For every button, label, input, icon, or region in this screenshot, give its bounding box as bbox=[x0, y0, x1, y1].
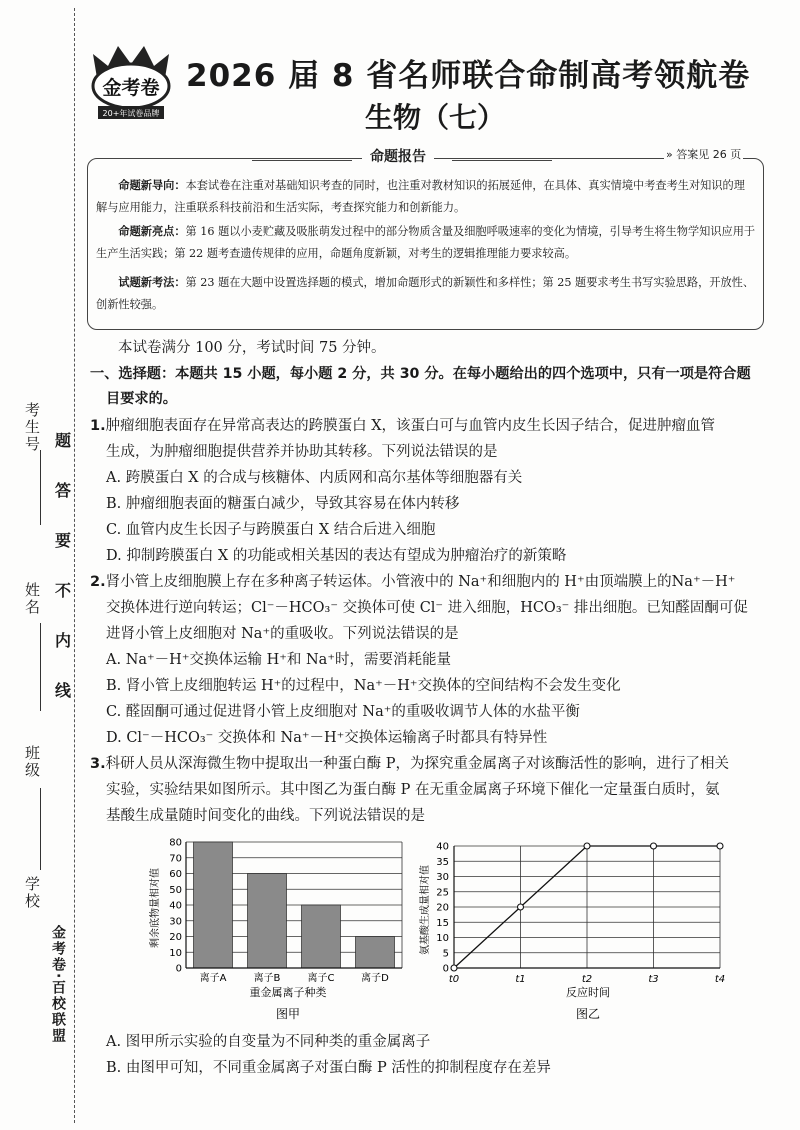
bar bbox=[302, 905, 341, 968]
report-item bbox=[96, 175, 756, 219]
x-tick-label: t0 bbox=[448, 974, 460, 985]
name-label: 姓名 bbox=[23, 582, 41, 616]
double-arrow-icon: » bbox=[666, 148, 673, 161]
y-tick-label: 15 bbox=[436, 917, 449, 929]
brand-logo bbox=[88, 44, 174, 122]
y-tick-label: 60 bbox=[169, 869, 182, 880]
seal-char: 不 bbox=[55, 581, 72, 600]
question-number: 3. bbox=[90, 756, 106, 772]
report-rule-left bbox=[252, 158, 352, 161]
answer-reference bbox=[664, 146, 743, 162]
class-label: 班级 bbox=[23, 745, 41, 779]
data-point bbox=[651, 843, 657, 849]
y-tick-label: 20 bbox=[169, 932, 182, 943]
chart-caption: 图甲 bbox=[275, 1007, 301, 1021]
data-point bbox=[717, 843, 723, 849]
bar bbox=[194, 842, 233, 968]
answer-ref-text: 答案见 26 页 bbox=[676, 148, 742, 161]
y-tick-label: 0 bbox=[442, 963, 449, 975]
x-axis-label: 重金属离子种类 bbox=[249, 986, 327, 999]
stem-line: 生成，为肿瘤细胞提供营养并协助其转移。下列说法错误的是 bbox=[106, 444, 498, 460]
x-tick-label: 离子D bbox=[361, 973, 389, 984]
option-d: D. 抑制跨膜蛋白 X 的功能或相关基因的表达有望成为肿瘤治疗的新策略 bbox=[106, 548, 567, 564]
option-b: B. 肾小管上皮细胞转运 H⁺的过程中，Na⁺－H⁺交换体的空间结构不会发生变化 bbox=[106, 678, 621, 694]
seal-char: 要 bbox=[55, 531, 72, 550]
report-heading: 命题报告 bbox=[362, 146, 434, 166]
section-heading: 一、选择题：本题共 15 小题，每小题 2 分，共 30 分。在每小题给出的四个选项中，只有一项是符合题 bbox=[90, 366, 751, 382]
name-line bbox=[40, 623, 41, 711]
option-d: D. Cl⁻－HCO₃⁻ 交换体和 Na⁺－H⁺交换体运输离子时都具有特异性 bbox=[106, 730, 548, 746]
option-a: A. 跨膜蛋白 X 的合成与核糖体、内质网和高尔基体等细胞器有关 bbox=[106, 470, 523, 486]
y-tick-label: 35 bbox=[436, 856, 449, 868]
question-stem bbox=[90, 570, 735, 594]
option-b: B. 肿瘤细胞表面的糖蛋白减少，导致其容易在体内转移 bbox=[106, 496, 460, 512]
stem-line: 基酸生成量随时间变化的曲线。下列说法错误的是 bbox=[106, 808, 425, 824]
y-tick-label: 20 bbox=[436, 902, 449, 914]
stem-line: 肾小管上皮细胞膜上存在多种离子转运体。小管液中的 Na⁺和细胞内的 H⁺由顶端膜上的Na⁺－H⁺ bbox=[105, 574, 736, 590]
option-c: C. 血管内皮生长因子与跨膜蛋白 X 结合后进入细胞 bbox=[106, 522, 436, 538]
x-tick-label: t2 bbox=[581, 974, 593, 985]
binding-dashed-line bbox=[74, 8, 75, 1123]
bar bbox=[248, 874, 287, 969]
exam-no-line bbox=[40, 450, 41, 525]
seal-char: 答 bbox=[55, 481, 72, 500]
report-rule-right bbox=[452, 158, 552, 161]
question-stem bbox=[90, 414, 715, 438]
logo-text: 金考卷 bbox=[102, 77, 160, 99]
y-axis-label: 氨基酸生成量相对值 bbox=[420, 865, 431, 955]
stem-line: 交换体进行逆向转运；Cl⁻－HCO₃⁻ 交换体可使 Cl⁻ 进入细胞，HCO₃⁻ 排出细胞。已知醛固酮可促 bbox=[106, 600, 748, 616]
page-title: 2026 届 8 省名师联合命制高考领航卷 bbox=[186, 58, 751, 94]
y-tick-label: 80 bbox=[169, 837, 182, 849]
seal-char: 题 bbox=[55, 431, 72, 450]
y-tick-label: 40 bbox=[436, 841, 449, 853]
y-tick-label: 10 bbox=[169, 947, 182, 959]
x-tick-label: t1 bbox=[515, 974, 526, 985]
stem-line: 实验，实验结果如图所示。其中图乙为蛋白酶 P 在无重金属离子环境下催化一定量蛋白质时，氨 bbox=[106, 782, 720, 798]
class-line bbox=[40, 788, 41, 870]
data-point bbox=[584, 843, 590, 849]
x-axis-label: 反应时间 bbox=[566, 986, 610, 999]
question-number: 2. bbox=[90, 574, 106, 590]
report-item-text: 本套试卷在注重对基础知识考查的同时，也注重对教材知识的拓展延伸，在具体、真实情境中考查考生对知识的理解与应用能力，注重联系科技前沿和生活实际，考查探究能力和创新能力。 bbox=[96, 179, 745, 214]
report-item-label: 试题新考法： bbox=[118, 276, 186, 289]
section-heading-cont: 目要求的。 bbox=[106, 391, 177, 407]
option-c: C. 醛固酮可通过促进肾小管上皮细胞对 Na⁺的重吸收调节人体的水盐平衡 bbox=[106, 704, 580, 720]
report-item bbox=[96, 272, 756, 316]
side-brand: 金考卷·百校联盟 bbox=[50, 925, 66, 1045]
x-tick-label: 离子C bbox=[307, 973, 335, 984]
report-item-text: 第 16 题以小麦贮藏及吸胀萌发过程中的部分物质含量及细胞呼吸速率的变化为情境，引导考生将生物学知识应用于生产生活实践；第 22 题考查遗传规律的应用，命题角度新颖，对考生的逻辑推理能力要求较高。 bbox=[96, 225, 756, 260]
y-tick-label: 10 bbox=[436, 933, 449, 944]
stem-line: 肿瘤细胞表面存在异常高表达的跨膜蛋白 X，该蛋白可与血管内皮生长因子结合，促进肿瘤血管 bbox=[105, 418, 716, 434]
exam-info: 本试卷满分 100 分，考试时间 75 分钟。 bbox=[118, 340, 386, 356]
y-tick-label: 70 bbox=[169, 853, 182, 865]
y-axis-label: 剩余底物量相对值 bbox=[150, 868, 161, 948]
option-a: A. 图甲所示实验的自变量为不同种类的重金属离子 bbox=[106, 1034, 431, 1050]
question-stem bbox=[90, 752, 729, 776]
data-point bbox=[451, 965, 457, 971]
x-tick-label: 离子A bbox=[199, 973, 227, 984]
logo-sub: 20+年试卷品牌 bbox=[102, 109, 160, 118]
y-tick-label: 5 bbox=[442, 948, 449, 960]
stem-line: 进肾小管上皮细胞对 Na⁺的重吸收。下列说法错误的是 bbox=[106, 626, 459, 642]
report-item-text: 第 23 题在大题中设置选择题的模式，增加命题形式的新颖性和多样性；第 25 题要求考生书写实验思路，开放性、创新性较强。 bbox=[96, 276, 755, 311]
stem-line: 科研人员从深海微生物中提取出一种蛋白酶 P，为探究重金属离子对该酶活性的影响，进行了相关 bbox=[105, 756, 729, 772]
option-b: B. 由图甲可知，不同重金属离子对蛋白酶 P 活性的抑制程度存在差异 bbox=[106, 1060, 551, 1076]
question-number: 1. bbox=[90, 418, 106, 434]
report-item bbox=[96, 221, 756, 265]
x-tick-label: 离子B bbox=[253, 973, 281, 984]
chart-jia bbox=[140, 830, 410, 1025]
y-tick-label: 30 bbox=[436, 872, 449, 883]
y-tick-label: 40 bbox=[169, 900, 182, 912]
x-tick-label: t3 bbox=[648, 974, 659, 985]
school-label: 学校 bbox=[23, 876, 41, 910]
subject-title: 生物（七） bbox=[365, 101, 506, 134]
data-point bbox=[518, 904, 524, 910]
report-item-label: 命题新亮点： bbox=[118, 225, 186, 238]
y-tick-label: 25 bbox=[436, 887, 449, 899]
seal-char: 线 bbox=[55, 681, 72, 700]
chart-yi bbox=[410, 830, 740, 1025]
x-tick-label: t4 bbox=[714, 974, 726, 985]
exam-no-label: 考生号 bbox=[23, 402, 41, 453]
chart-caption: 图乙 bbox=[575, 1007, 601, 1021]
seal-char: 内 bbox=[55, 631, 72, 650]
y-tick-label: 0 bbox=[175, 963, 182, 975]
y-tick-label: 30 bbox=[169, 916, 182, 928]
option-a: A. Na⁺－H⁺交换体运输 H⁺和 Na⁺时，需要消耗能量 bbox=[106, 652, 451, 668]
y-tick-label: 50 bbox=[169, 884, 182, 896]
bar bbox=[356, 937, 395, 969]
report-item-label: 命题新导向： bbox=[118, 179, 186, 192]
